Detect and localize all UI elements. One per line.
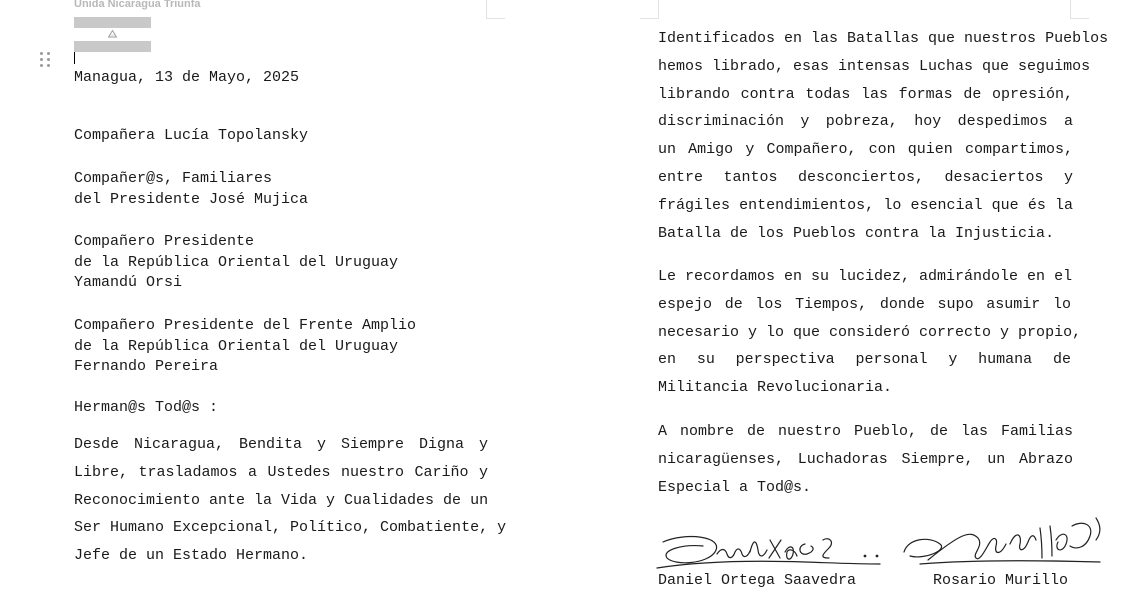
recipient-2[interactable]: Compañer@s, Familiares del Presidente José Mujica	[74, 170, 309, 208]
header-title: Unida Nicaragua Triunfa	[74, 0, 201, 10]
signature-daniel-ortega	[655, 522, 885, 578]
nicaragua-flag-image[interactable]	[74, 17, 151, 52]
recipient-3[interactable]: Compañero Presidente de la República Oriental del Uruguay Yamandú Orsi	[74, 233, 399, 291]
page-margin-marker	[1070, 0, 1089, 19]
paragraph-1[interactable]	[74, 431, 507, 570]
paragraph-3[interactable]	[658, 263, 1082, 402]
text-cursor	[74, 52, 75, 64]
paragraph-line: frágiles entendimientos, lo esencial que és la	[658, 196, 1073, 214]
paragraph-line: librando contra todas las formas de opresión,	[658, 85, 1073, 103]
paragraph-line: entre tantos desconciertos, desaciertos y	[658, 168, 1073, 186]
paragraph-line: nicaragüenses, Luchadoras Siempre, un Abrazo	[658, 450, 1073, 468]
signature-rosario-murillo	[900, 510, 1105, 576]
paragraph-line: en su perspectiva personal y humana de	[658, 351, 1071, 369]
signatory-name-2[interactable]: Rosario Murillo	[933, 572, 1069, 589]
paragraph-line: Identificados en las Batallas que nuestros Pueblos	[658, 30, 1109, 47]
paragraph-line: Reconocimiento ante la Vida y Cualidades de un	[74, 491, 489, 509]
paragraph-line: necesario y lo que consideró correcto y propio,	[658, 323, 1082, 341]
paragraph-line: espejo de los Tiempos, donde supo asumir lo	[658, 295, 1071, 313]
paragraph-line: Desde Nicaragua, Bendita y Siempre Digna y	[74, 436, 488, 453]
paragraph-line: Le recordamos en su lucidez, admirándole en el	[658, 268, 1073, 285]
paragraph-line: Especial a Tod@s.	[658, 478, 812, 496]
paragraph-line: un Amigo y Compañero, con quien compartimos,	[658, 141, 1073, 159]
drag-handle-icon[interactable]	[40, 52, 52, 70]
paragraph-line: Libre, trasladamos a Ustedes nuestro Cariño y	[74, 463, 488, 481]
paragraph-line: Batalla de los Pueblos contra la Injusticia.	[658, 224, 1055, 242]
paragraph-line: Ser Humano Excepcional, Político, Combatiente, y	[74, 519, 507, 537]
paragraph-line: hemos librado, esas intensas Luchas que seguimos	[658, 57, 1091, 75]
recipient-1[interactable]: Compañera Lucía Topolansky	[74, 127, 309, 144]
paragraph-line: Jefe de un Estado Hermano.	[74, 547, 309, 565]
paragraph-line: A nombre de nuestro Pueblo, de las Familias	[658, 423, 1073, 440]
paragraph-2[interactable]	[658, 25, 1109, 247]
page-margin-marker	[486, 0, 505, 19]
page-margin-marker	[640, 0, 659, 19]
signatory-name-1[interactable]: Daniel Ortega Saavedra	[658, 572, 857, 589]
salutation[interactable]: Herman@s Tod@s :	[74, 399, 219, 416]
place-date[interactable]: Managua, 13 de Mayo, 2025	[74, 69, 300, 86]
paragraph-line: Militancia Revolucionaria.	[658, 379, 893, 397]
paragraph-line: discriminación y pobreza, hoy despedimos a	[658, 113, 1073, 131]
recipient-4[interactable]: Compañero Presidente del Frente Amplio de la República Oriental del Uruguay Fernando Pereira	[74, 317, 417, 375]
paragraph-4[interactable]	[658, 418, 1073, 501]
